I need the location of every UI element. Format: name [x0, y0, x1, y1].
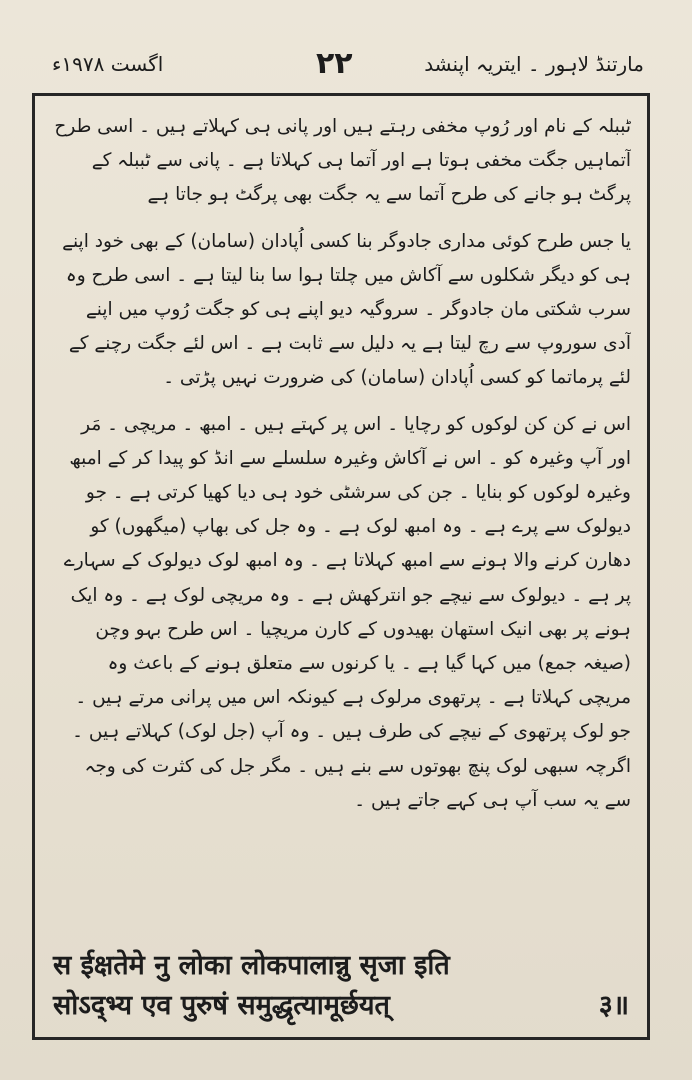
verse-number: ३॥	[598, 990, 629, 1021]
paragraph-1: ٹببلہ کے نام اور رُوپ مخفی رہتے ہیں اور پانی ہی کہلاتے ہیں ۔ اسی طرح آتماہیں جگت مخفی ہوتا ہے اور آتما ہی کہلاتا ہے ۔ پانی سے ٹببلہ کے پرگٹ ہو جانے کی طرح آتما سے یہ جگت بھی پرگٹ ہو جاتا ہے	[54, 116, 631, 206]
page-number: ۲۲	[316, 46, 353, 81]
header-date: اگست ۱۹۷۸ء	[52, 52, 164, 76]
page-header	[48, 42, 644, 86]
paragraph-2: یا جس طرح کوئی مداری جادوگر بنا کسی اُپادان (سامان) کے بھی خود اپنے ہی کو دیگر شکلوں سے آکاش میں چلتا ہوا سا بنا لیتا ہے ۔ اسی طرح وہ سرب شکتی مان جادوگر ۔ سروگیہ دیو اپنے ہی کو جگت رُوپ میں اپنے آدی سوروپ سے رچ لیتا ہے یہ دلیل سے ثابت ہے ۔ اس لئے جگت رچنے کے لئے پرماتما کو کسی اُپادان (سامان) کی ضرورت نہیں پڑتی ۔	[62, 230, 631, 389]
header-publication: مارتنڈ لاہور ۔ ایتریہ اپنشد	[424, 52, 644, 76]
urdu-body	[53, 110, 631, 940]
sanskrit-verse	[49, 946, 635, 1028]
sanskrit-line-2: सोऽद्भ्य एव पुरुषं समुद्धृत्यामूर्छयत्	[53, 990, 390, 1021]
paragraph-3: اس نے کن کن لوکوں کو رچایا ۔ اس پر کہتے ہیں ۔ امبھ ۔ مریچی ۔ مَر اور آپ وغیرہ کو ۔ اس نے آکاش وغیرہ سلسلے سے انڈ کو پیدا کر کے امبھ وغیرہ لوکوں کو بنایا ۔ جن کی سرشٹی خود ہی دیا کھیا کرتی ہے ۔ جو دیولوک سے پرے ہے ۔ وہ امبھ لوک ہے ۔ وہ جل کی بھاپ (میگھوں) کو دھارن کرنے والا ہونے سے امبھ کہلاتا ہے ۔ وہ امبھ لوک دیولوک کے سہارے پر ہے ۔ دیولوک سے نیچے جو انترکھش ہے ۔ وہ مریچی لوک ہے ۔ وہ ایک ہونے پر بھی انیک استھان بھیدوں کے کارن مریچیا ۔ اس طرح بہو وچن (صیغہ جمع) میں کہا گیا ہے ۔ یا کرنوں سے متعلق ہونے کے باعث وہ مریچی کہلاتا ہے ۔ پرتھوی مرلوک ہے کیونکہ اس میں پرانی مرتے ہیں ۔ جو لوک پرتھوی کے نیچے کی طرف ہیں ۔ وہ آپ (جل لوک) کہلاتے ہیں ۔ اگرچہ سبھی لوک پنچ بھوتوں سے بنے ہیں ۔ مگر جل کی کثرت کی وجہ سے یہ سب آپ ہی کہے جاتے ہیں ۔	[63, 413, 631, 811]
text-frame	[32, 93, 650, 1040]
sanskrit-line-1: स ईक्षतेमे नु लोका लोकपालान्नु सृजा इति	[53, 950, 450, 981]
